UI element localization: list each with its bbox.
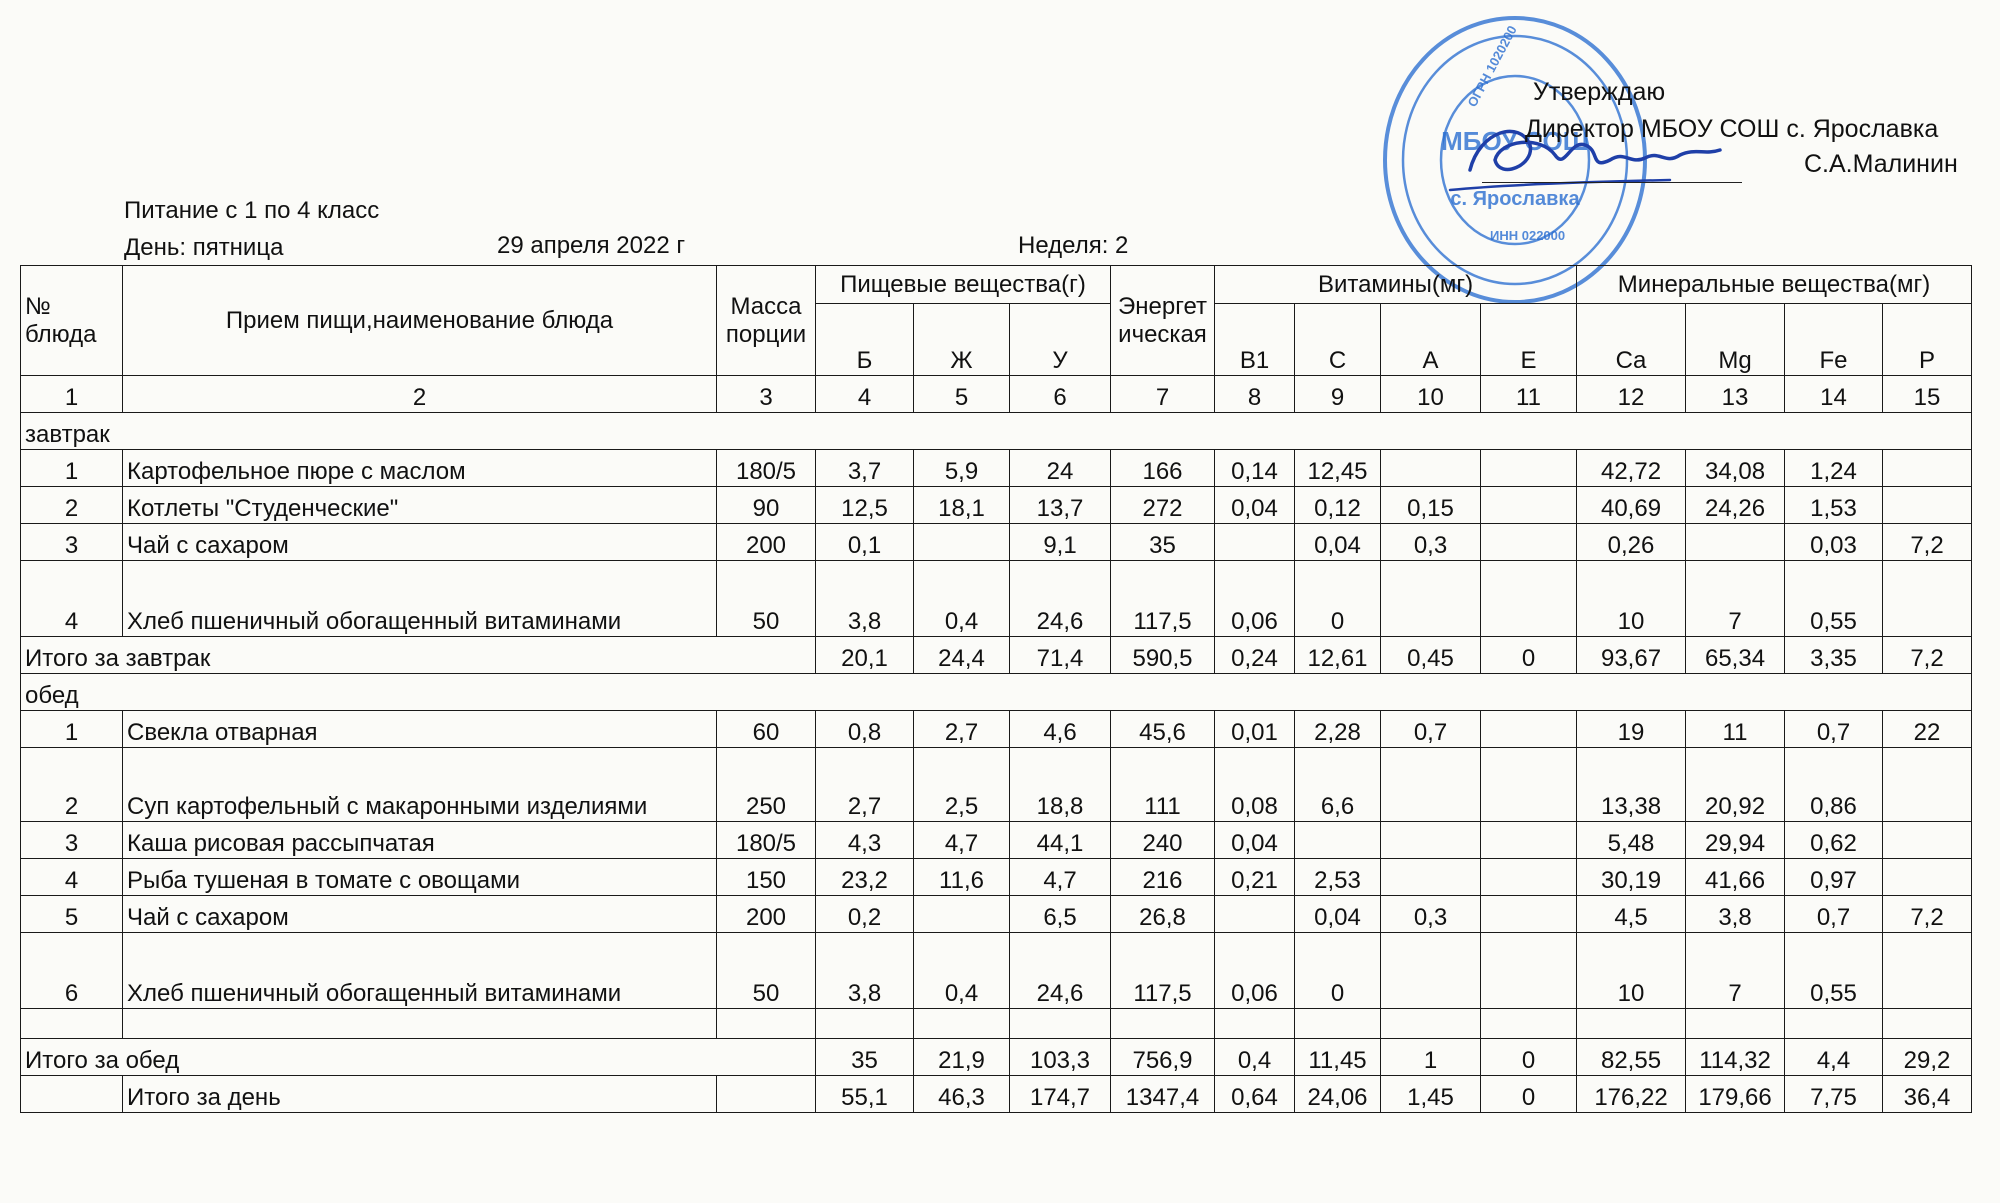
- dish-name: Свекла отварная: [123, 711, 717, 748]
- total-value: 590,5: [1111, 637, 1215, 674]
- empty-cell: [717, 1076, 816, 1113]
- empty-cell: [1883, 1009, 1972, 1039]
- subheader-calcium: Ca: [1577, 304, 1686, 376]
- total-value: 3,35: [1785, 637, 1883, 674]
- column-number: 3: [717, 376, 816, 413]
- column-number: 6: [1010, 376, 1111, 413]
- total-value: 0,24: [1215, 637, 1295, 674]
- dish-value: [1883, 822, 1972, 859]
- total-value: 7,75: [1785, 1076, 1883, 1113]
- dish-value: 216: [1111, 859, 1215, 896]
- column-number: 5: [914, 376, 1010, 413]
- dish-value: 4,7: [914, 822, 1010, 859]
- dish-number: 5: [21, 896, 123, 933]
- subheader-vitamin-e: Е: [1481, 304, 1577, 376]
- column-number: 13: [1686, 376, 1785, 413]
- total-value: 36,4: [1883, 1076, 1972, 1113]
- section-breakfast: [21, 413, 1972, 450]
- total-value: 179,66: [1686, 1076, 1785, 1113]
- dish-number: 2: [21, 487, 123, 524]
- dish-value: 41,66: [1686, 859, 1785, 896]
- column-number: 7: [1111, 376, 1215, 413]
- dish-value: 0,12: [1295, 487, 1381, 524]
- column-number: 8: [1215, 376, 1295, 413]
- dish-value: 50: [717, 933, 816, 1009]
- dish-value: 30,19: [1577, 859, 1686, 896]
- empty-cell: [21, 1009, 123, 1039]
- dish-value: 26,8: [1111, 896, 1215, 933]
- dish-value: 24,6: [1010, 561, 1111, 637]
- dish-value: 6,6: [1295, 748, 1381, 822]
- dish-value: 150: [717, 859, 816, 896]
- dish-value: 10: [1577, 561, 1686, 637]
- dish-name: Рыба тушеная в томате с овощами: [123, 859, 717, 896]
- dish-value: 0,62: [1785, 822, 1883, 859]
- dish-value: 0,06: [1215, 933, 1295, 1009]
- dish-number: 4: [21, 561, 123, 637]
- dish-value: 1,53: [1785, 487, 1883, 524]
- dish-value: 0,01: [1215, 711, 1295, 748]
- dish-value: 2,5: [914, 748, 1010, 822]
- total-value: 0: [1481, 637, 1577, 674]
- dish-value: 166: [1111, 450, 1215, 487]
- dish-value: [1481, 822, 1577, 859]
- dish-value: [1381, 859, 1481, 896]
- dish-value: [1481, 711, 1577, 748]
- dish-value: 0,26: [1577, 524, 1686, 561]
- dish-value: 2,53: [1295, 859, 1381, 896]
- dish-number: 4: [21, 859, 123, 896]
- dish-value: 0,15: [1381, 487, 1481, 524]
- dish-value: 0,4: [914, 933, 1010, 1009]
- subheader-phosphorus: P: [1883, 304, 1972, 376]
- subheader-vitamin-a: А: [1381, 304, 1481, 376]
- dish-value: 4,5: [1577, 896, 1686, 933]
- dish-name: Суп картофельный с макаронными изделиями: [123, 748, 717, 822]
- column-number: 10: [1381, 376, 1481, 413]
- dish-value: 117,5: [1111, 933, 1215, 1009]
- dish-value: 45,6: [1111, 711, 1215, 748]
- dish-value: 2,7: [914, 711, 1010, 748]
- dish-number: 6: [21, 933, 123, 1009]
- subheader-vitamin-c: С: [1295, 304, 1381, 376]
- empty-cell: [1785, 1009, 1883, 1039]
- total-value: 7,2: [1883, 637, 1972, 674]
- dish-row: [21, 896, 1972, 933]
- dish-value: 0,21: [1215, 859, 1295, 896]
- dish-value: 0,1: [816, 524, 914, 561]
- dish-row: [21, 748, 1972, 822]
- empty-cell: [717, 1009, 816, 1039]
- total-value: 12,61: [1295, 637, 1381, 674]
- dish-value: 0,04: [1295, 524, 1381, 561]
- dish-value: [1381, 748, 1481, 822]
- empty-cell: [914, 1009, 1010, 1039]
- column-number: 15: [1883, 376, 1972, 413]
- date-text: 29 апреля 2022 г: [497, 232, 686, 259]
- dish-value: 0,4: [914, 561, 1010, 637]
- subheader-vitamin-b1: В1: [1215, 304, 1295, 376]
- dish-value: 111: [1111, 748, 1215, 822]
- total-value: 71,4: [1010, 637, 1111, 674]
- column-number: 12: [1577, 376, 1686, 413]
- total-value: 0: [1481, 1076, 1577, 1113]
- subheader-carbs: У: [1010, 304, 1111, 376]
- empty-cell: [816, 1009, 914, 1039]
- dish-name: Хлеб пшеничный обогащенный витаминами: [123, 933, 717, 1009]
- dish-value: 3,8: [816, 561, 914, 637]
- dish-value: 18,1: [914, 487, 1010, 524]
- dish-row: [21, 487, 1972, 524]
- total-value: 0,64: [1215, 1076, 1295, 1113]
- header-portion-mass: Масса порции: [717, 266, 816, 376]
- subheader-magnesium: Mg: [1686, 304, 1785, 376]
- dish-value: 5,48: [1577, 822, 1686, 859]
- column-number-row: [21, 376, 1972, 413]
- dish-value: 42,72: [1577, 450, 1686, 487]
- dish-value: 7,2: [1883, 896, 1972, 933]
- dish-value: 3,7: [816, 450, 914, 487]
- dish-value: 34,08: [1686, 450, 1785, 487]
- column-number: 4: [816, 376, 914, 413]
- dish-value: [1481, 896, 1577, 933]
- total-value: 29,2: [1883, 1039, 1972, 1076]
- header-vitamins: Витамины(мг): [1215, 266, 1577, 304]
- dish-value: 0,06: [1215, 561, 1295, 637]
- dish-number: 3: [21, 524, 123, 561]
- dish-value: [914, 896, 1010, 933]
- dish-row: [21, 524, 1972, 561]
- dish-value: 240: [1111, 822, 1215, 859]
- dish-row: [21, 933, 1972, 1009]
- total-value: 0,4: [1215, 1039, 1295, 1076]
- approval-title: Утверждаю: [1533, 78, 1666, 106]
- approval-director-name: С.А.Малинин: [1804, 150, 1958, 178]
- dish-value: 13,7: [1010, 487, 1111, 524]
- dish-value: 0,04: [1215, 487, 1295, 524]
- dish-value: 19: [1577, 711, 1686, 748]
- signature-line: [1482, 182, 1742, 183]
- dish-value: [1686, 524, 1785, 561]
- empty-cell: [123, 1009, 717, 1039]
- breakfast-total-row: [21, 637, 1972, 674]
- dish-value: 250: [717, 748, 816, 822]
- empty-cell: [1010, 1009, 1111, 1039]
- empty-cell: [1295, 1009, 1381, 1039]
- dish-row: [21, 711, 1972, 748]
- dish-row: [21, 822, 1972, 859]
- dish-row: [21, 561, 1972, 637]
- dish-name: Чай с сахаром: [123, 896, 717, 933]
- dish-value: 0,14: [1215, 450, 1295, 487]
- dish-value: 13,38: [1577, 748, 1686, 822]
- dish-value: [1295, 822, 1381, 859]
- empty-cell: [1481, 1009, 1577, 1039]
- dish-value: 0,04: [1295, 896, 1381, 933]
- total-value: 1,45: [1381, 1076, 1481, 1113]
- lunch-total-row-label: Итого за обед: [21, 1039, 816, 1076]
- header-dish-number: № блюда: [21, 266, 123, 376]
- dish-value: 180/5: [717, 822, 816, 859]
- dish-value: 18,8: [1010, 748, 1111, 822]
- dish-value: 0,55: [1785, 561, 1883, 637]
- dish-value: 20,92: [1686, 748, 1785, 822]
- dish-value: 4,7: [1010, 859, 1111, 896]
- section-lunch: [21, 674, 1972, 711]
- dish-value: 117,5: [1111, 561, 1215, 637]
- dish-value: [1481, 524, 1577, 561]
- dish-value: 0,97: [1785, 859, 1883, 896]
- dish-value: 272: [1111, 487, 1215, 524]
- total-value: 11,45: [1295, 1039, 1381, 1076]
- dish-value: [1481, 487, 1577, 524]
- dish-value: 90: [717, 487, 816, 524]
- column-number: 1: [21, 376, 123, 413]
- total-value: 103,3: [1010, 1039, 1111, 1076]
- dish-value: 35: [1111, 524, 1215, 561]
- dish-value: 24,26: [1686, 487, 1785, 524]
- total-value: 1347,4: [1111, 1076, 1215, 1113]
- dish-value: 0,3: [1381, 524, 1481, 561]
- dish-value: 0,86: [1785, 748, 1883, 822]
- class-title: Питание с 1 по 4 класс: [124, 197, 380, 224]
- dish-value: 0,3: [1381, 896, 1481, 933]
- column-number: 2: [123, 376, 717, 413]
- total-value: 24,4: [914, 637, 1010, 674]
- dish-value: 0,08: [1215, 748, 1295, 822]
- dish-value: [1883, 487, 1972, 524]
- dish-value: [1215, 524, 1295, 561]
- dish-value: 0,7: [1381, 711, 1481, 748]
- total-value: 46,3: [914, 1076, 1010, 1113]
- dish-name: Картофельное пюре с маслом: [123, 450, 717, 487]
- column-number: 9: [1295, 376, 1381, 413]
- dish-value: 3,8: [816, 933, 914, 1009]
- total-value: 756,9: [1111, 1039, 1215, 1076]
- dish-value: 4,3: [816, 822, 914, 859]
- dish-value: 7: [1686, 561, 1785, 637]
- stamp-center-text: МБОУ СОШ: [1441, 126, 1589, 156]
- total-value: 20,1: [816, 637, 914, 674]
- subheader-protein: Б: [816, 304, 914, 376]
- stamp-ogrn-text: ОГРН 1020200: [1464, 23, 1520, 110]
- dish-value: 11,6: [914, 859, 1010, 896]
- empty-row: [21, 1009, 1972, 1039]
- dish-value: 7,2: [1883, 524, 1972, 561]
- dish-value: 60: [717, 711, 816, 748]
- header-minerals: Минеральные вещества(мг): [1577, 266, 1972, 304]
- empty-cell: [1111, 1009, 1215, 1039]
- dish-value: 4,6: [1010, 711, 1111, 748]
- week-text: Неделя: 2: [1018, 232, 1129, 259]
- total-value: 21,9: [914, 1039, 1010, 1076]
- dish-value: [1883, 748, 1972, 822]
- total-value: 4,4: [1785, 1039, 1883, 1076]
- menu-table: [20, 265, 1972, 1113]
- dish-value: [1381, 933, 1481, 1009]
- dish-value: [1381, 561, 1481, 637]
- dish-value: 40,69: [1577, 487, 1686, 524]
- stamp-village-text: с. Ярославка: [1450, 188, 1580, 210]
- total-value: 24,06: [1295, 1076, 1381, 1113]
- dish-value: 0,7: [1785, 711, 1883, 748]
- dish-value: 22: [1883, 711, 1972, 748]
- dish-value: 2,7: [816, 748, 914, 822]
- empty-cell: [1215, 1009, 1295, 1039]
- dish-value: [1381, 450, 1481, 487]
- dish-value: [1481, 933, 1577, 1009]
- header-nutrients: Пищевые вещества(г): [816, 266, 1111, 304]
- dish-value: [1481, 450, 1577, 487]
- approval-position: Директор МБОУ СОШ с. Ярославка: [1525, 115, 1939, 143]
- total-value: 82,55: [1577, 1039, 1686, 1076]
- day-label: День: пятница: [124, 234, 284, 261]
- dish-value: 23,2: [816, 859, 914, 896]
- dish-value: 50: [717, 561, 816, 637]
- dish-value: [1883, 561, 1972, 637]
- total-value: 65,34: [1686, 637, 1785, 674]
- dish-value: 0: [1295, 561, 1381, 637]
- dish-value: [1481, 561, 1577, 637]
- day-total-row: [21, 1076, 1972, 1113]
- lunch-total-row: [21, 1039, 1972, 1076]
- dish-value: 180/5: [717, 450, 816, 487]
- dish-value: 0,8: [816, 711, 914, 748]
- total-value: 174,7: [1010, 1076, 1111, 1113]
- dish-value: 0: [1295, 933, 1381, 1009]
- dish-value: [914, 524, 1010, 561]
- total-value: 1: [1381, 1039, 1481, 1076]
- dish-value: [1381, 822, 1481, 859]
- dish-value: [1883, 859, 1972, 896]
- header-dish-name: Прием пищи,наименование блюда: [123, 266, 717, 376]
- total-value: 114,32: [1686, 1039, 1785, 1076]
- column-number: 14: [1785, 376, 1883, 413]
- dish-value: 200: [717, 524, 816, 561]
- empty-cell: [1381, 1009, 1481, 1039]
- dish-value: [1481, 859, 1577, 896]
- total-value: 0: [1481, 1039, 1577, 1076]
- dish-value: 0,03: [1785, 524, 1883, 561]
- total-value: 93,67: [1577, 637, 1686, 674]
- dish-value: [1883, 450, 1972, 487]
- dish-row: [21, 859, 1972, 896]
- subheader-iron: Fe: [1785, 304, 1883, 376]
- dish-number: 1: [21, 711, 123, 748]
- dish-value: 200: [717, 896, 816, 933]
- dish-value: 6,5: [1010, 896, 1111, 933]
- total-value: 35: [816, 1039, 914, 1076]
- dish-value: 0,7: [1785, 896, 1883, 933]
- day-total-label: Итого за день: [123, 1076, 717, 1113]
- dish-value: 2,28: [1295, 711, 1381, 748]
- dish-name: Каша рисовая рассыпчатая: [123, 822, 717, 859]
- dish-value: 12,45: [1295, 450, 1381, 487]
- dish-value: 0,2: [816, 896, 914, 933]
- dish-value: 7: [1686, 933, 1785, 1009]
- dish-value: 5,9: [914, 450, 1010, 487]
- dish-name: Чай с сахаром: [123, 524, 717, 561]
- menu-body: [21, 413, 1972, 1113]
- header-energy: Энергетическая: [1111, 266, 1215, 376]
- dish-value: 24: [1010, 450, 1111, 487]
- dish-value: 24,6: [1010, 933, 1111, 1009]
- dish-number: 1: [21, 450, 123, 487]
- dish-value: 0,55: [1785, 933, 1883, 1009]
- dish-value: 29,94: [1686, 822, 1785, 859]
- stamp-inn-text: ИНН 022000: [1490, 228, 1566, 243]
- dish-value: 3,8: [1686, 896, 1785, 933]
- subheader-fat: Ж: [914, 304, 1010, 376]
- table-header-row: [21, 266, 1972, 304]
- dish-value: 12,5: [816, 487, 914, 524]
- dish-value: [1481, 748, 1577, 822]
- breakfast-total-row-label: Итого за завтрак: [21, 637, 816, 674]
- dish-value: 11: [1686, 711, 1785, 748]
- dish-value: [1215, 896, 1295, 933]
- empty-cell: [1577, 1009, 1686, 1039]
- dish-value: 9,1: [1010, 524, 1111, 561]
- dish-value: 0,04: [1215, 822, 1295, 859]
- dish-value: 1,24: [1785, 450, 1883, 487]
- section-lunch-label: обед: [21, 674, 1972, 711]
- section-breakfast-label: завтрак: [21, 413, 1972, 450]
- empty-cell: [21, 1076, 123, 1113]
- dish-name: Котлеты "Студенческие": [123, 487, 717, 524]
- dish-value: 10: [1577, 933, 1686, 1009]
- dish-name: Хлеб пшеничный обогащенный витаминами: [123, 561, 717, 637]
- total-value: 176,22: [1577, 1076, 1686, 1113]
- dish-value: 44,1: [1010, 822, 1111, 859]
- dish-number: 3: [21, 822, 123, 859]
- total-value: 55,1: [816, 1076, 914, 1113]
- column-number: 11: [1481, 376, 1577, 413]
- dish-value: [1883, 933, 1972, 1009]
- dish-number: 2: [21, 748, 123, 822]
- total-value: 0,45: [1381, 637, 1481, 674]
- dish-row: [21, 450, 1972, 487]
- empty-cell: [1686, 1009, 1785, 1039]
